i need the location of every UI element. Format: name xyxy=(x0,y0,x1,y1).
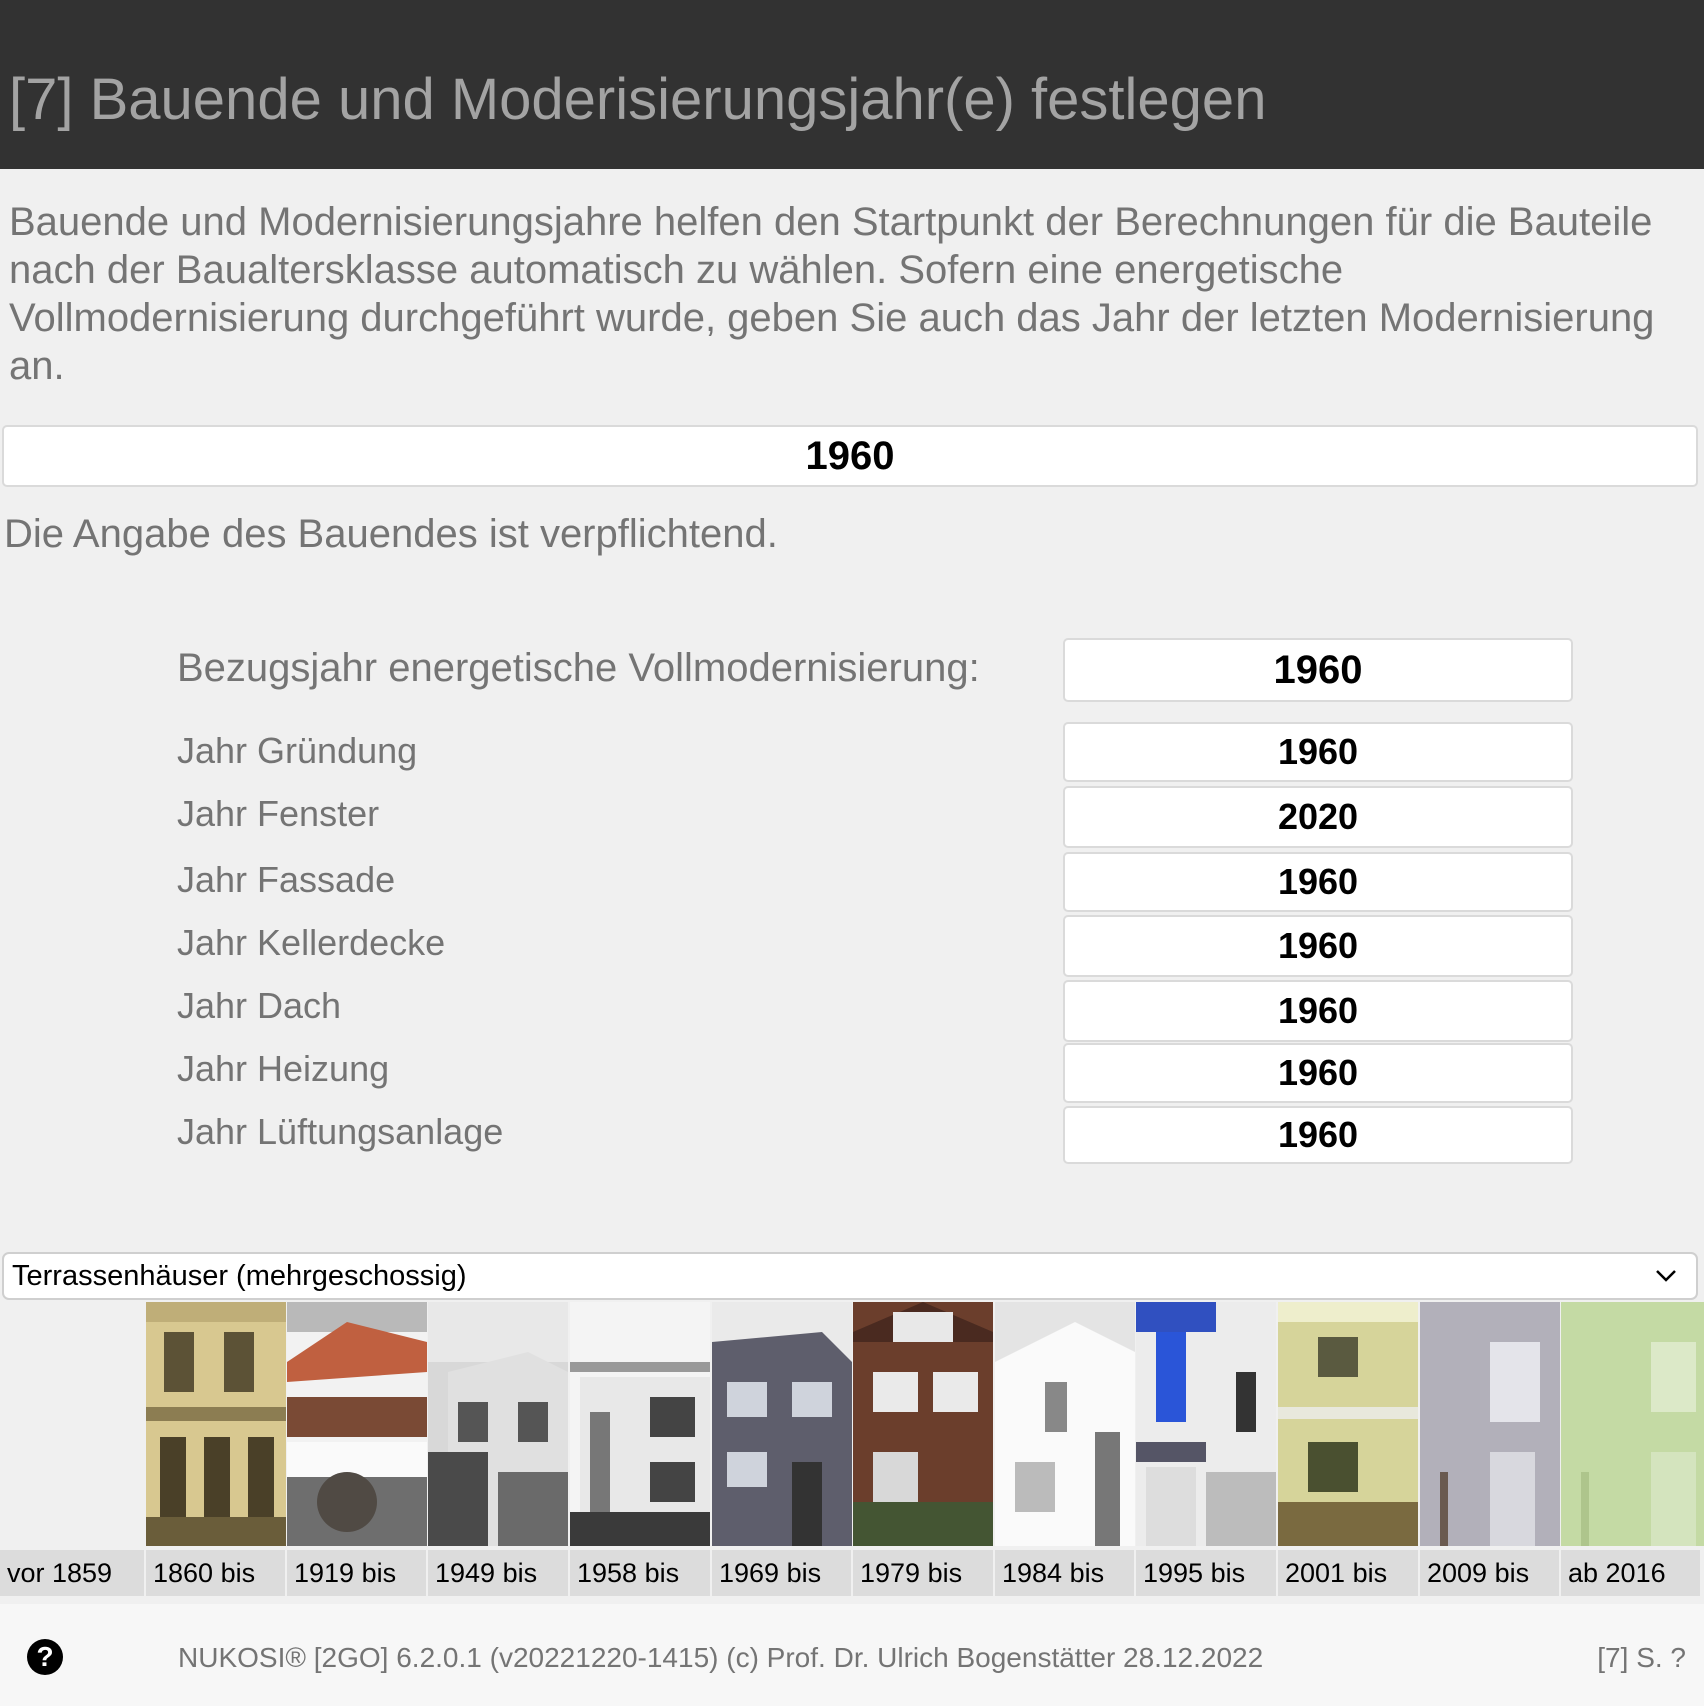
house-image-2009 xyxy=(1420,1302,1560,1546)
age-class-label[interactable]: 1949 bis xyxy=(428,1550,570,1596)
house-image-1979 xyxy=(853,1302,993,1546)
house-image-1995 xyxy=(1136,1302,1276,1546)
heizung-input[interactable]: 1960 xyxy=(1063,1043,1573,1103)
question-circle-icon[interactable]: ? xyxy=(27,1639,63,1675)
row-label-dach: Jahr Dach xyxy=(177,985,342,1026)
dach-input[interactable]: 1960 xyxy=(1063,980,1573,1042)
age-class-label[interactable]: 1979 bis xyxy=(853,1550,995,1596)
house-image-1958 xyxy=(570,1302,710,1546)
house-image-1860 xyxy=(146,1302,286,1546)
fenster-input[interactable]: 2020 xyxy=(1063,786,1573,848)
header-bar xyxy=(0,0,1704,169)
row-label-heizung: Jahr Heizung xyxy=(177,1048,390,1089)
age-class-label[interactable]: 1860 bis xyxy=(146,1550,287,1596)
building-type-selected: Terrassenhäuser (mehrgeschossig) xyxy=(12,1259,467,1292)
row-label-kellerdecke: Jahr Kellerdecke xyxy=(177,922,446,963)
age-class-label[interactable]: vor 1859 xyxy=(0,1550,146,1596)
chevron-down-icon xyxy=(1654,1264,1678,1288)
thumb-1979[interactable] xyxy=(853,1302,993,1546)
age-class-label[interactable]: 1995 bis xyxy=(1136,1550,1278,1596)
house-image-2001 xyxy=(1278,1302,1418,1546)
thumb-2009[interactable] xyxy=(1420,1302,1560,1546)
row-label-gruendung: Jahr Gründung xyxy=(177,730,418,771)
page-title: [7] Bauende und Moderisierungsjahr(e) festlegen xyxy=(9,67,1267,132)
thumb-1919[interactable] xyxy=(287,1302,427,1546)
page-reference[interactable]: [7] S. ? xyxy=(1597,1642,1686,1673)
thumb-2016[interactable] xyxy=(1561,1302,1704,1546)
building-thumbnails xyxy=(0,1302,1704,1546)
footer-bar xyxy=(0,1604,1704,1706)
house-image-1984 xyxy=(995,1302,1135,1546)
house-image-1949 xyxy=(428,1302,568,1546)
gruendung-input[interactable]: 1960 xyxy=(1063,722,1573,782)
age-class-labels xyxy=(0,1550,1704,1596)
thumb-1958[interactable] xyxy=(570,1302,710,1546)
age-class-label[interactable]: 1969 bis xyxy=(712,1550,853,1596)
thumb-1860[interactable] xyxy=(146,1302,286,1546)
row-label-lueftungsanlage: Jahr Lüftungsanlage xyxy=(177,1111,504,1152)
age-class-label[interactable]: 1919 bis xyxy=(287,1550,428,1596)
thumb-1949[interactable] xyxy=(428,1302,568,1546)
row-label-fenster: Jahr Fenster xyxy=(177,793,380,834)
vollmodernisierung-input[interactable]: 1960 xyxy=(1063,638,1573,702)
thumb-2001[interactable] xyxy=(1278,1302,1418,1546)
row-label-vollmodernisierung: Bezugsjahr energetische Vollmodernisierung: xyxy=(177,646,980,690)
intro-text: Bauende und Modernisierungsjahre helfen den Startpunkt der Berechnungen für die Bauteile nach der Baualtersklasse automatisch zu wählen. Sofern eine energetische Vollmodernisierung durchgeführt wurde, geben Sie auch das Jahr der letzten Modernisierung an. xyxy=(9,200,1655,388)
age-class-label[interactable]: ab 2016 xyxy=(1561,1550,1702,1596)
kellerdecke-input[interactable]: 1960 xyxy=(1063,915,1573,977)
row-label-fassade: Jahr Fassade xyxy=(177,859,396,900)
thumb-1984[interactable] xyxy=(995,1302,1135,1546)
age-class-label[interactable]: 1984 bis xyxy=(995,1550,1136,1596)
age-class-label[interactable]: 2009 bis xyxy=(1420,1550,1561,1596)
house-image-1969 xyxy=(712,1302,852,1546)
building-type-select[interactable] xyxy=(2,1252,1698,1300)
age-class-label[interactable]: 1958 bis xyxy=(570,1550,712,1596)
thumb-1995[interactable] xyxy=(1136,1302,1276,1546)
bauende-hint: Die Angabe des Bauendes ist verpflichtend. xyxy=(4,512,778,556)
bauende-input[interactable]: 1960 xyxy=(2,425,1698,487)
lueftungsanlage-input[interactable]: 1960 xyxy=(1063,1106,1573,1164)
house-image-1919 xyxy=(287,1302,427,1546)
footer-copyright: NUKOSI® [2GO] 6.2.0.1 (v20221220-1415) (c) Prof. Dr. Ulrich Bogenstätter 28.12.2022 xyxy=(178,1642,1264,1673)
fassade-input[interactable]: 1960 xyxy=(1063,852,1573,912)
thumb-1969[interactable] xyxy=(712,1302,852,1546)
thumb-vor-1859[interactable] xyxy=(0,1302,146,1546)
house-image-2016 xyxy=(1561,1302,1704,1546)
age-class-label[interactable]: 2001 bis xyxy=(1278,1550,1420,1596)
